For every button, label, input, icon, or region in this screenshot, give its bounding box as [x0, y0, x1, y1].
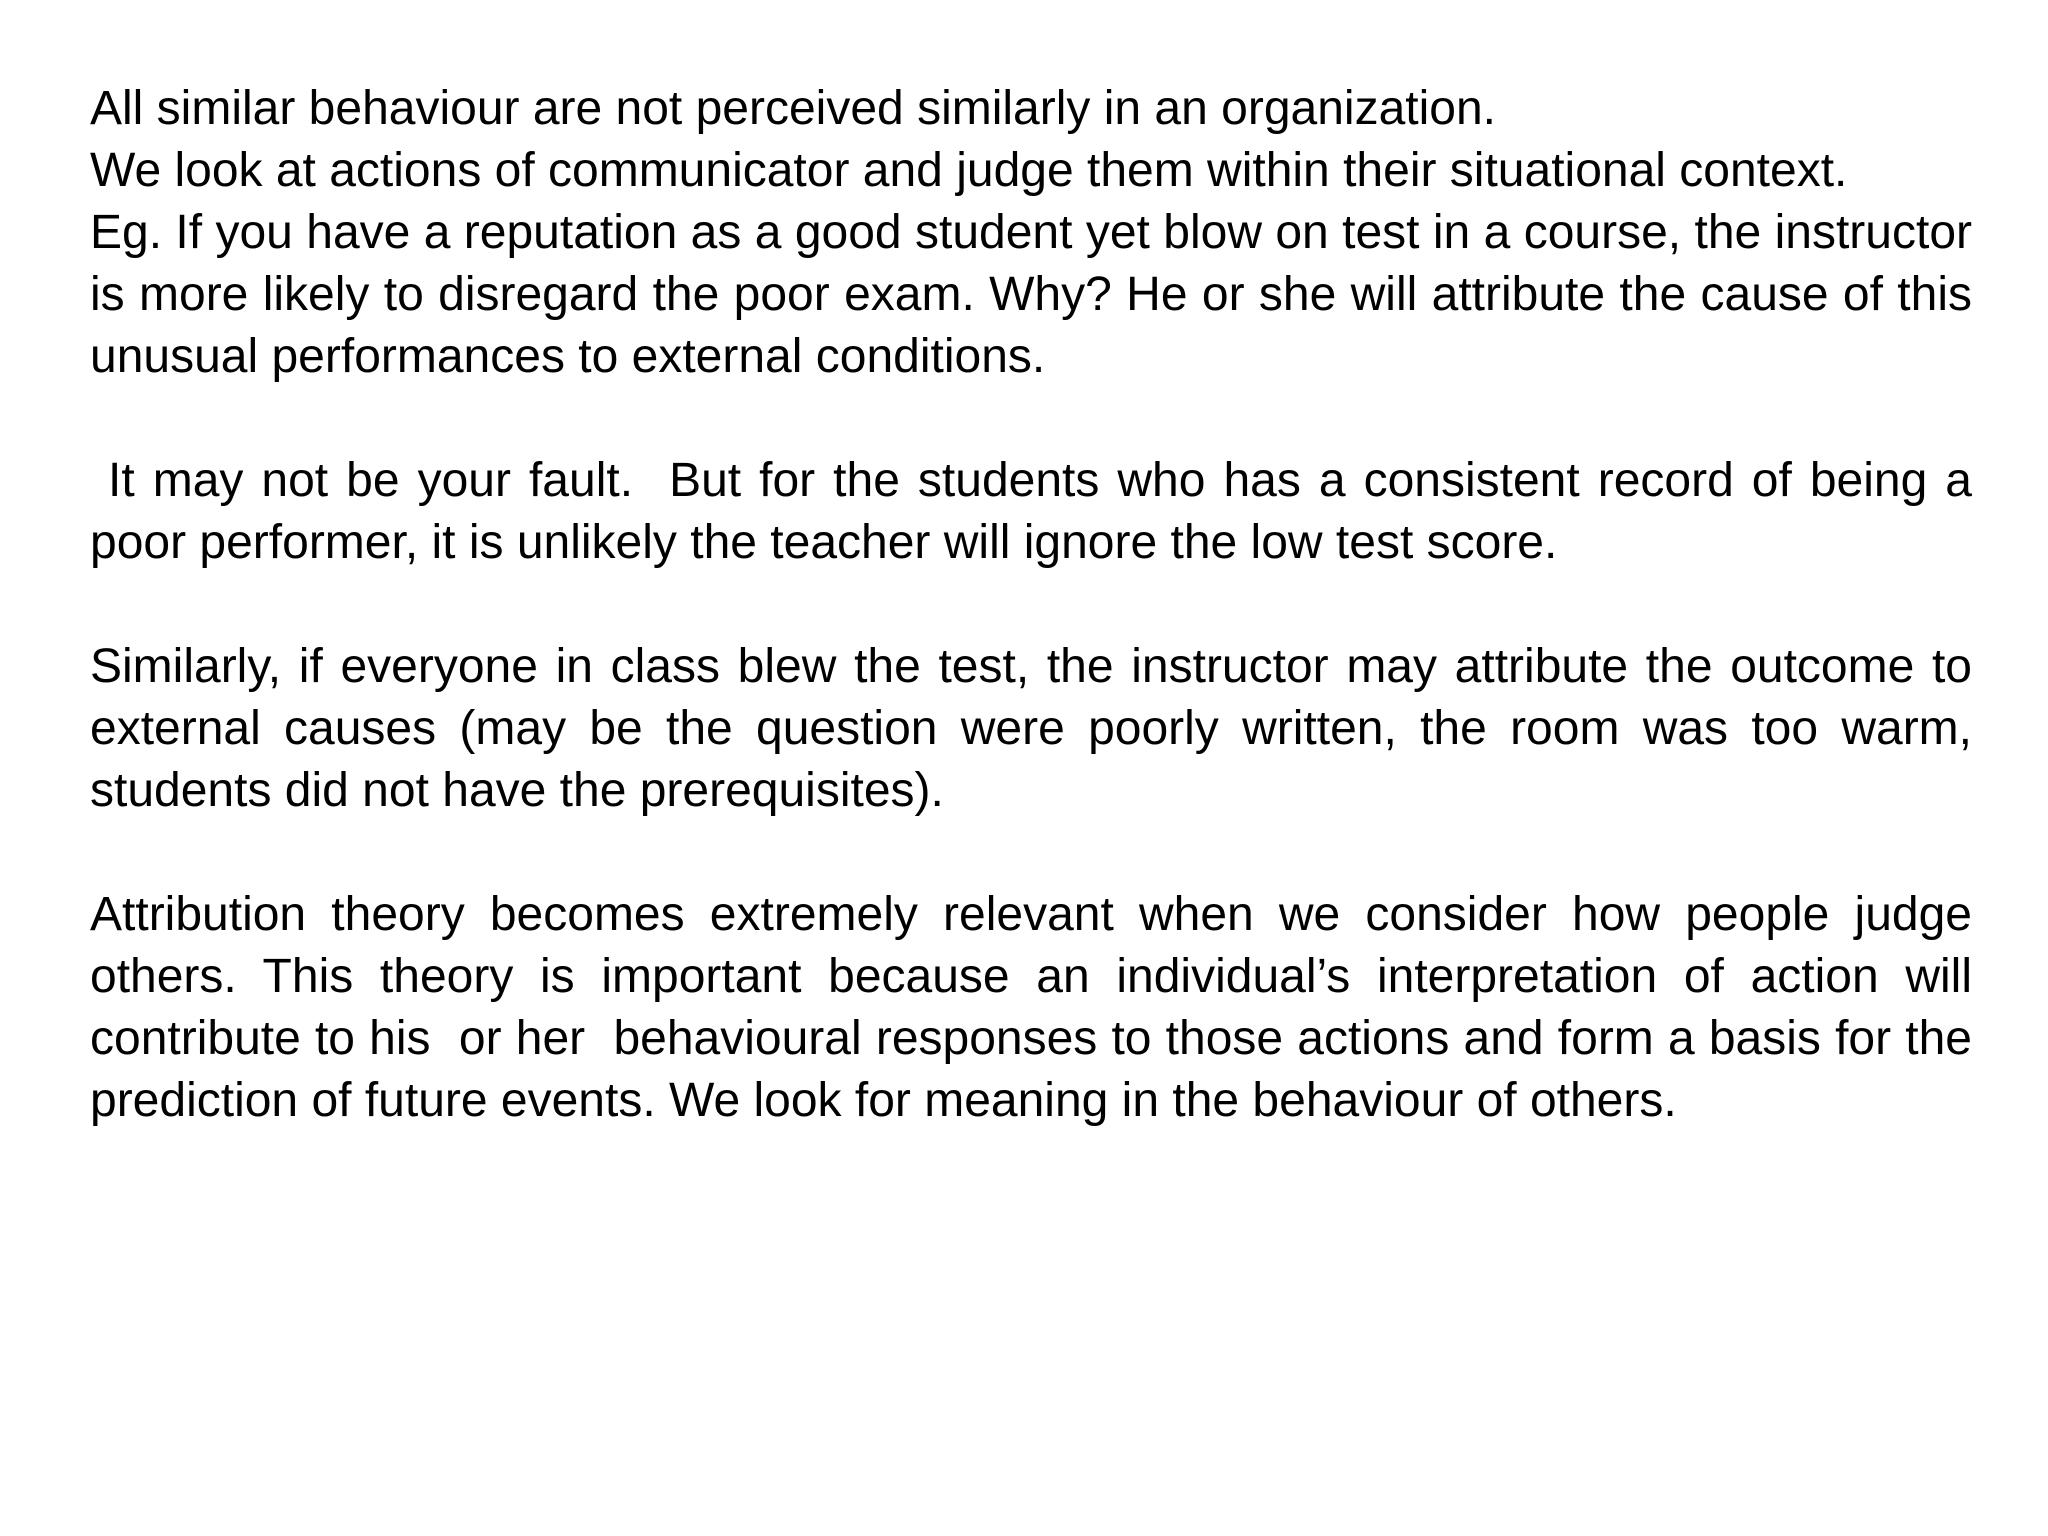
paragraph-poor-performer-example: It may not be your fault. But for the students who has a consistent record of being a poor performer, it is unlikely the teacher will ignore the low test score. — [90, 454, 1986, 569]
paragraph-good-student-example: Eg. If you have a reputation as a good student yet blow on test in a course, the instructor is more likely to disregard the poor exam. Why? He or she will attribute the cause of this unusual performances to external conditions. — [90, 206, 1986, 383]
paragraph-spacer — [90, 388, 1972, 450]
paragraph-perception-statement: All similar behaviour are not perceived similarly in an organization. — [90, 82, 1496, 135]
slide-text-body — [90, 78, 1986, 1132]
paragraph-spacer — [90, 822, 1972, 884]
paragraph-class-blew-test-example: Similarly, if everyone in class blew the test, the instructor may attribute the outcome to external causes (may be the question were poorly written, the room was too warm, students did not have the prerequisites). — [90, 640, 1986, 817]
paragraph-spacer — [90, 574, 1972, 636]
paragraph-attribution-theory: Attribution theory becomes extremely relevant when we consider how people judge others. This theory is important because an individual’s interpretation of action will contribute to his or her behavioural responses to those actions and form a basis for the prediction of future events. We look for meaning in the behaviour of others. — [90, 888, 1986, 1127]
paragraph-situational-context: We look at actions of communicator and judge them within their situational context. — [90, 144, 1848, 197]
